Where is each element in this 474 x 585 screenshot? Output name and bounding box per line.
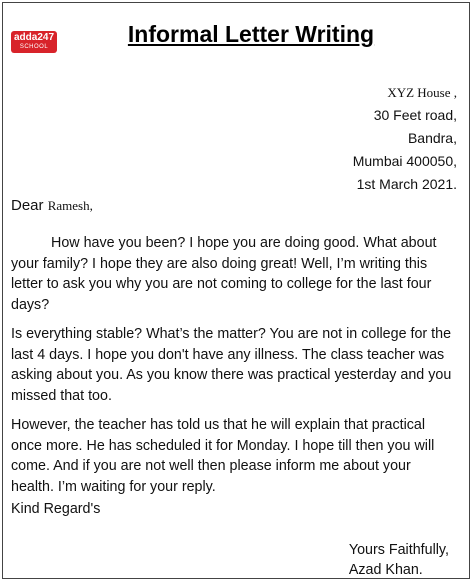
logo-sub: SCHOOL xyxy=(19,44,49,50)
sender-name: Azad Khan. xyxy=(348,562,423,578)
address-line-4: Mumbai 400050, xyxy=(352,153,457,169)
recipient-name: Ramesh, xyxy=(47,198,93,213)
logo-brand: adda247 xyxy=(13,32,55,43)
kind-regards: Kind Regard's xyxy=(11,501,101,517)
paragraph-1: How have you been? I hope you are doing good. What about your family? I hope they are also doing great! Well, I’m writing this letter to ask you why you are not coming to college for the last four days? xyxy=(11,235,437,313)
greeting xyxy=(11,197,93,214)
paragraph-3: However, the teacher has told us that he will explain that practical once more. He has scheduled it for Monday. I hope till then you will come. And if you are not well then please inform me about your health. I’m waiting for your reply. xyxy=(11,417,435,495)
address-line-2: 30 Feet road, xyxy=(373,107,457,123)
letter-date: 1st March 2021. xyxy=(356,176,457,192)
letter-body xyxy=(11,233,455,506)
address-line-3: Bandra, xyxy=(407,130,457,146)
address-line-1: XYZ House , xyxy=(387,85,457,100)
salutation: Dear xyxy=(11,197,44,214)
closing-line: Yours Faithfully, xyxy=(348,542,449,558)
closing-signature xyxy=(349,540,449,580)
paragraph-2: Is everything stable? What’s the matter? You are not in college for the last 4 days. I hope you don't have any illness. The class teacher was asking about you. As you know there was practical yesterday and you missed that too. xyxy=(11,326,452,404)
letter-page xyxy=(2,2,470,579)
page-title: Informal Letter Writing xyxy=(127,21,375,47)
sender-address xyxy=(353,81,457,196)
